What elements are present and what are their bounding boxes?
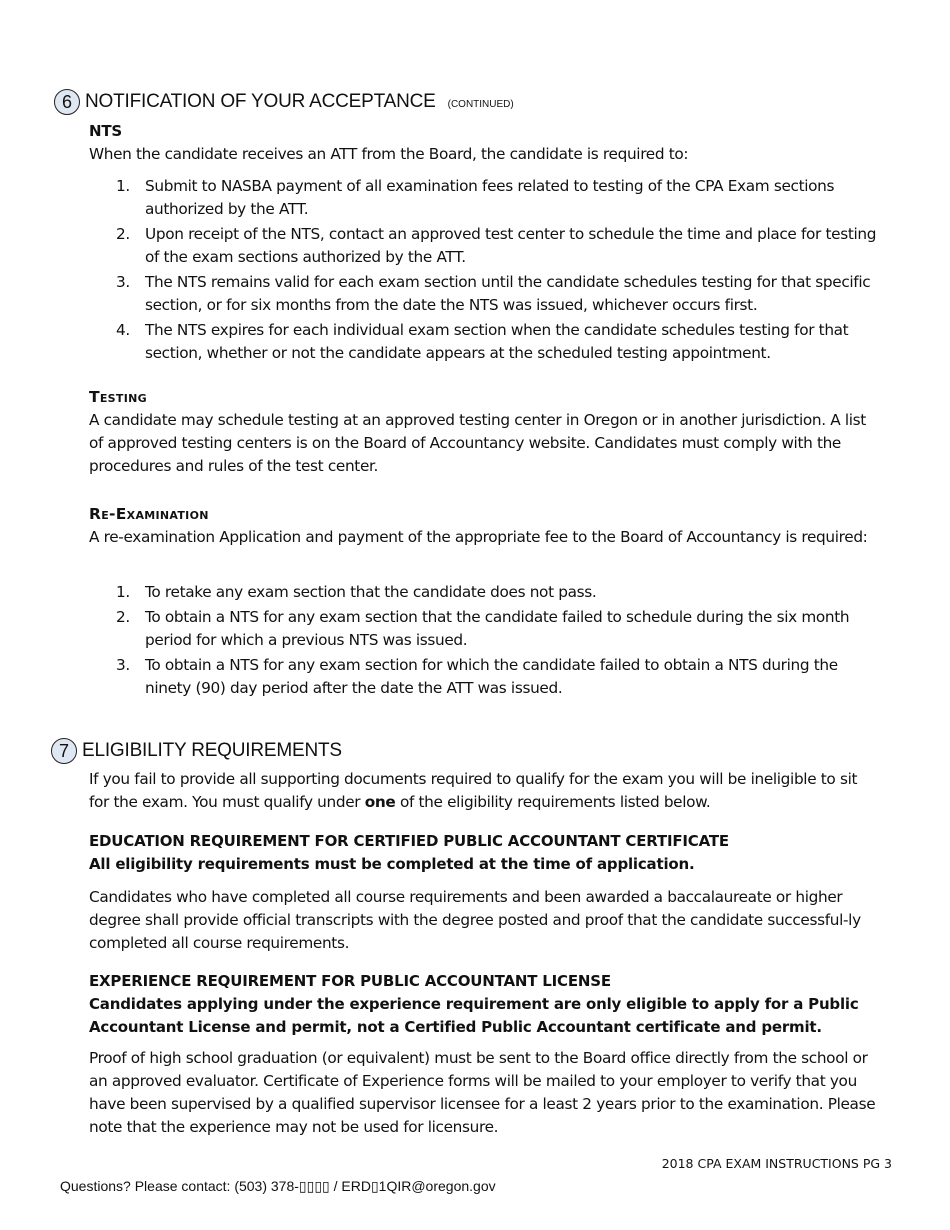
list-item: 2. Upon receipt of the NTS, contact an approved test center to schedule the time and place for testing of the exam sections authorized by the ATT.	[116, 225, 877, 266]
testing-text: A candidate may schedule testing at an approved testing center in Oregon or in another jurisdiction. A list of approved testing centers is on the Board of Accountancy website. Candidates must comply with the procedures and rules of the test center.	[89, 411, 866, 475]
list-item: 1. Submit to NASBA payment of all examination fees related to testing of the CPA Exam sections authorized by the ATT.	[116, 177, 835, 218]
section-7-header	[51, 738, 342, 764]
section-number-badge: 6	[54, 89, 80, 115]
list-item: 3. The NTS remains valid for each exam section until the candidate schedules testing for that specific section, or for six months from the date the NTS was issued, whichever occurs first.	[116, 273, 871, 314]
list-item: 1. To retake any exam section that the candidate does not pass.	[116, 583, 597, 601]
nts-heading: NTS	[89, 122, 122, 140]
reexam-heading: Re-Examination	[89, 505, 209, 523]
section-title: ELIGIBILITY REQUIREMENTS	[82, 740, 342, 761]
section-number-badge: 7	[51, 738, 77, 764]
nts-intro: When the candidate receives an ATT from the Board, the candidate is required to:	[89, 145, 689, 163]
section-title: NOTIFICATION OF YOUR ACCEPTANCE	[85, 91, 436, 112]
education-subheading: All eligibility requirements must be completed at the time of application.	[89, 855, 695, 873]
eligibility-intro: If you fail to provide all supporting documents required to qualify for the exam you will be ineligible to sit for the exam. You must qualify under one of the eligibility requirements listed below.	[89, 770, 858, 811]
education-heading: EDUCATION REQUIREMENT FOR CERTIFIED PUBLIC ACCOUNTANT CERTIFICATE	[89, 832, 729, 850]
education-text: Candidates who have completed all course requirements and been awarded a baccalaureate or higher degree shall provide official transcripts with the degree posted and proof that the candidate successful-ly completed all course requirements.	[89, 888, 861, 952]
page-label: 2018 CPA EXAM INSTRUCTIONS PG 3	[661, 1156, 892, 1171]
reexam-intro: A re-examination Application and payment of the appropriate fee to the Board of Accountancy is required:	[89, 528, 868, 546]
continued-label: (CONTINUED)	[447, 98, 514, 110]
list-item: 3. To obtain a NTS for any exam section for which the candidate failed to obtain a NTS during the ninety (90) day period after the date the ATT was issued.	[116, 656, 838, 697]
list-item: 2. To obtain a NTS for any exam section that the candidate failed to schedule during the six month period for which a previous NTS was issued.	[116, 608, 850, 649]
reexam-list	[116, 581, 881, 702]
contact-line: Questions? Please contact: (503) 378-▯▯▯▯ / ERD▯1QIR@oregon.gov	[60, 1178, 496, 1194]
section-6-header	[54, 89, 514, 115]
experience-heading: EXPERIENCE REQUIREMENT FOR PUBLIC ACCOUNTANT LICENSE	[89, 972, 611, 990]
nts-list	[116, 175, 881, 367]
list-item: 4. The NTS expires for each individual exam section when the candidate schedules testing for that section, whether or not the candidate appears at the scheduled testing appointment.	[116, 321, 849, 362]
testing-heading: Testing	[89, 388, 147, 406]
experience-subheading: Candidates applying under the experience requirement are only eligible to apply for a Public Accountant License and permit, not a Certified Public Accountant certificate and permit.	[89, 995, 859, 1036]
experience-text: Proof of high school graduation (or equivalent) must be sent to the Board office directly from the school or an approved evaluator. Certificate of Experience forms will be mailed to your employer to verify that you have been supervised by a qualified supervisor licensee for a least 2 years prior to the examination. Please note that the experience may not be used for licensure.	[89, 1049, 876, 1136]
